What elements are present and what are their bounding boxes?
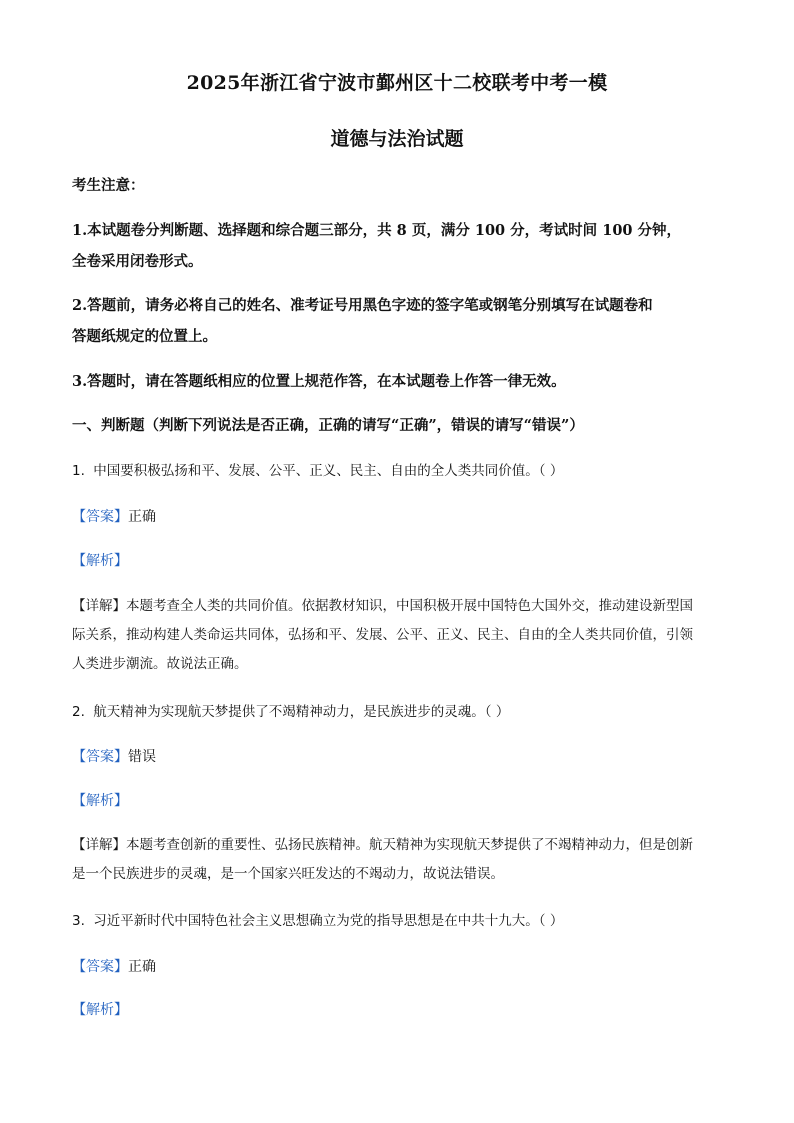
notice-item-2-line-2: 答题纸规定的位置上。 xyxy=(72,328,217,345)
answer-row xyxy=(72,955,156,979)
question-text: 航天精神为实现航天梦提供了不竭精神动力，是民族进步的灵魂。（ ） xyxy=(93,704,510,720)
analysis-row xyxy=(72,789,128,813)
answer-label: 【答案】 xyxy=(72,959,128,975)
answer-row xyxy=(72,505,156,529)
detail-label: 【详解】 xyxy=(72,598,126,614)
detail-paragraph xyxy=(72,831,724,889)
question-text: 中国要积极弘扬和平、发展、公平、正义、民主、自由的全人类共同价值。（ ） xyxy=(93,463,564,479)
detail-line: 际关系，推动构建人类命运共同体，弘扬和平、发展、公平、正义、民主、自由的全人类共同价值，引领 xyxy=(72,627,693,643)
analysis-label: 【解析】 xyxy=(72,553,128,569)
question-number: 3. xyxy=(72,913,85,929)
analysis-row xyxy=(72,549,128,573)
section-1-heading: 一、判断题（判断下列说法是否正确，正确的请写“正确”，错误的请写“错误”） xyxy=(72,417,584,434)
answer-row xyxy=(72,745,156,769)
question-1 xyxy=(72,459,727,483)
detail-label: 【详解】 xyxy=(72,837,126,853)
notice-heading: 考生注意： xyxy=(72,177,145,194)
answer-label: 【答案】 xyxy=(72,509,128,525)
question-text: 习近平新时代中国特色社会主义思想确立为党的指导思想是在中共十九大。（ ） xyxy=(93,913,564,929)
exam-subtitle: 道德与法治试题 xyxy=(330,128,464,150)
exam-title: 2025年浙江省宁波市鄞州区十二校联考中考一模 xyxy=(186,72,608,94)
notice-item-3: 3.答题时，请在答题纸相应的位置上规范作答，在本试题卷上作答一律无效。 xyxy=(72,373,566,390)
detail-paragraph xyxy=(72,592,724,679)
answer-value: 正确 xyxy=(128,509,156,525)
detail-line: 人类进步潮流。故说法正确。 xyxy=(72,656,248,672)
analysis-row xyxy=(72,998,128,1022)
question-3 xyxy=(72,909,727,933)
question-number: 1. xyxy=(72,463,85,479)
notice-item-1-line-1: 1.本试题卷分判断题、选择题和综合题三部分，共 8 页，满分 100 分，考试时间 100 分钟， xyxy=(72,222,682,239)
answer-label: 【答案】 xyxy=(72,749,128,765)
answer-value: 正确 xyxy=(128,959,156,975)
question-2 xyxy=(72,700,727,724)
question-number: 2. xyxy=(72,704,85,720)
detail-line: 是一个民族进步的灵魂，是一个国家兴旺发达的不竭动力，故说法错误。 xyxy=(72,866,504,882)
analysis-label: 【解析】 xyxy=(72,793,128,809)
detail-line: 【详解】本题考查创新的重要性、弘扬民族精神。航天精神为实现航天梦提供了不竭精神动力，但是创新 xyxy=(72,837,693,853)
notice-item-2-line-1: 2.答题前，请务必将自己的姓名、准考证号用黑色字迹的签字笔或钢笔分别填写在试题卷和 xyxy=(72,297,653,314)
notice-item-1-line-2: 全卷采用闭卷形式。 xyxy=(72,253,203,270)
analysis-label: 【解析】 xyxy=(72,1002,128,1018)
answer-value: 错误 xyxy=(128,749,156,765)
detail-line: 【详解】本题考查全人类的共同价值。依据教材知识，中国积极开展中国特色大国外交，推动建设新型国 xyxy=(72,598,693,614)
